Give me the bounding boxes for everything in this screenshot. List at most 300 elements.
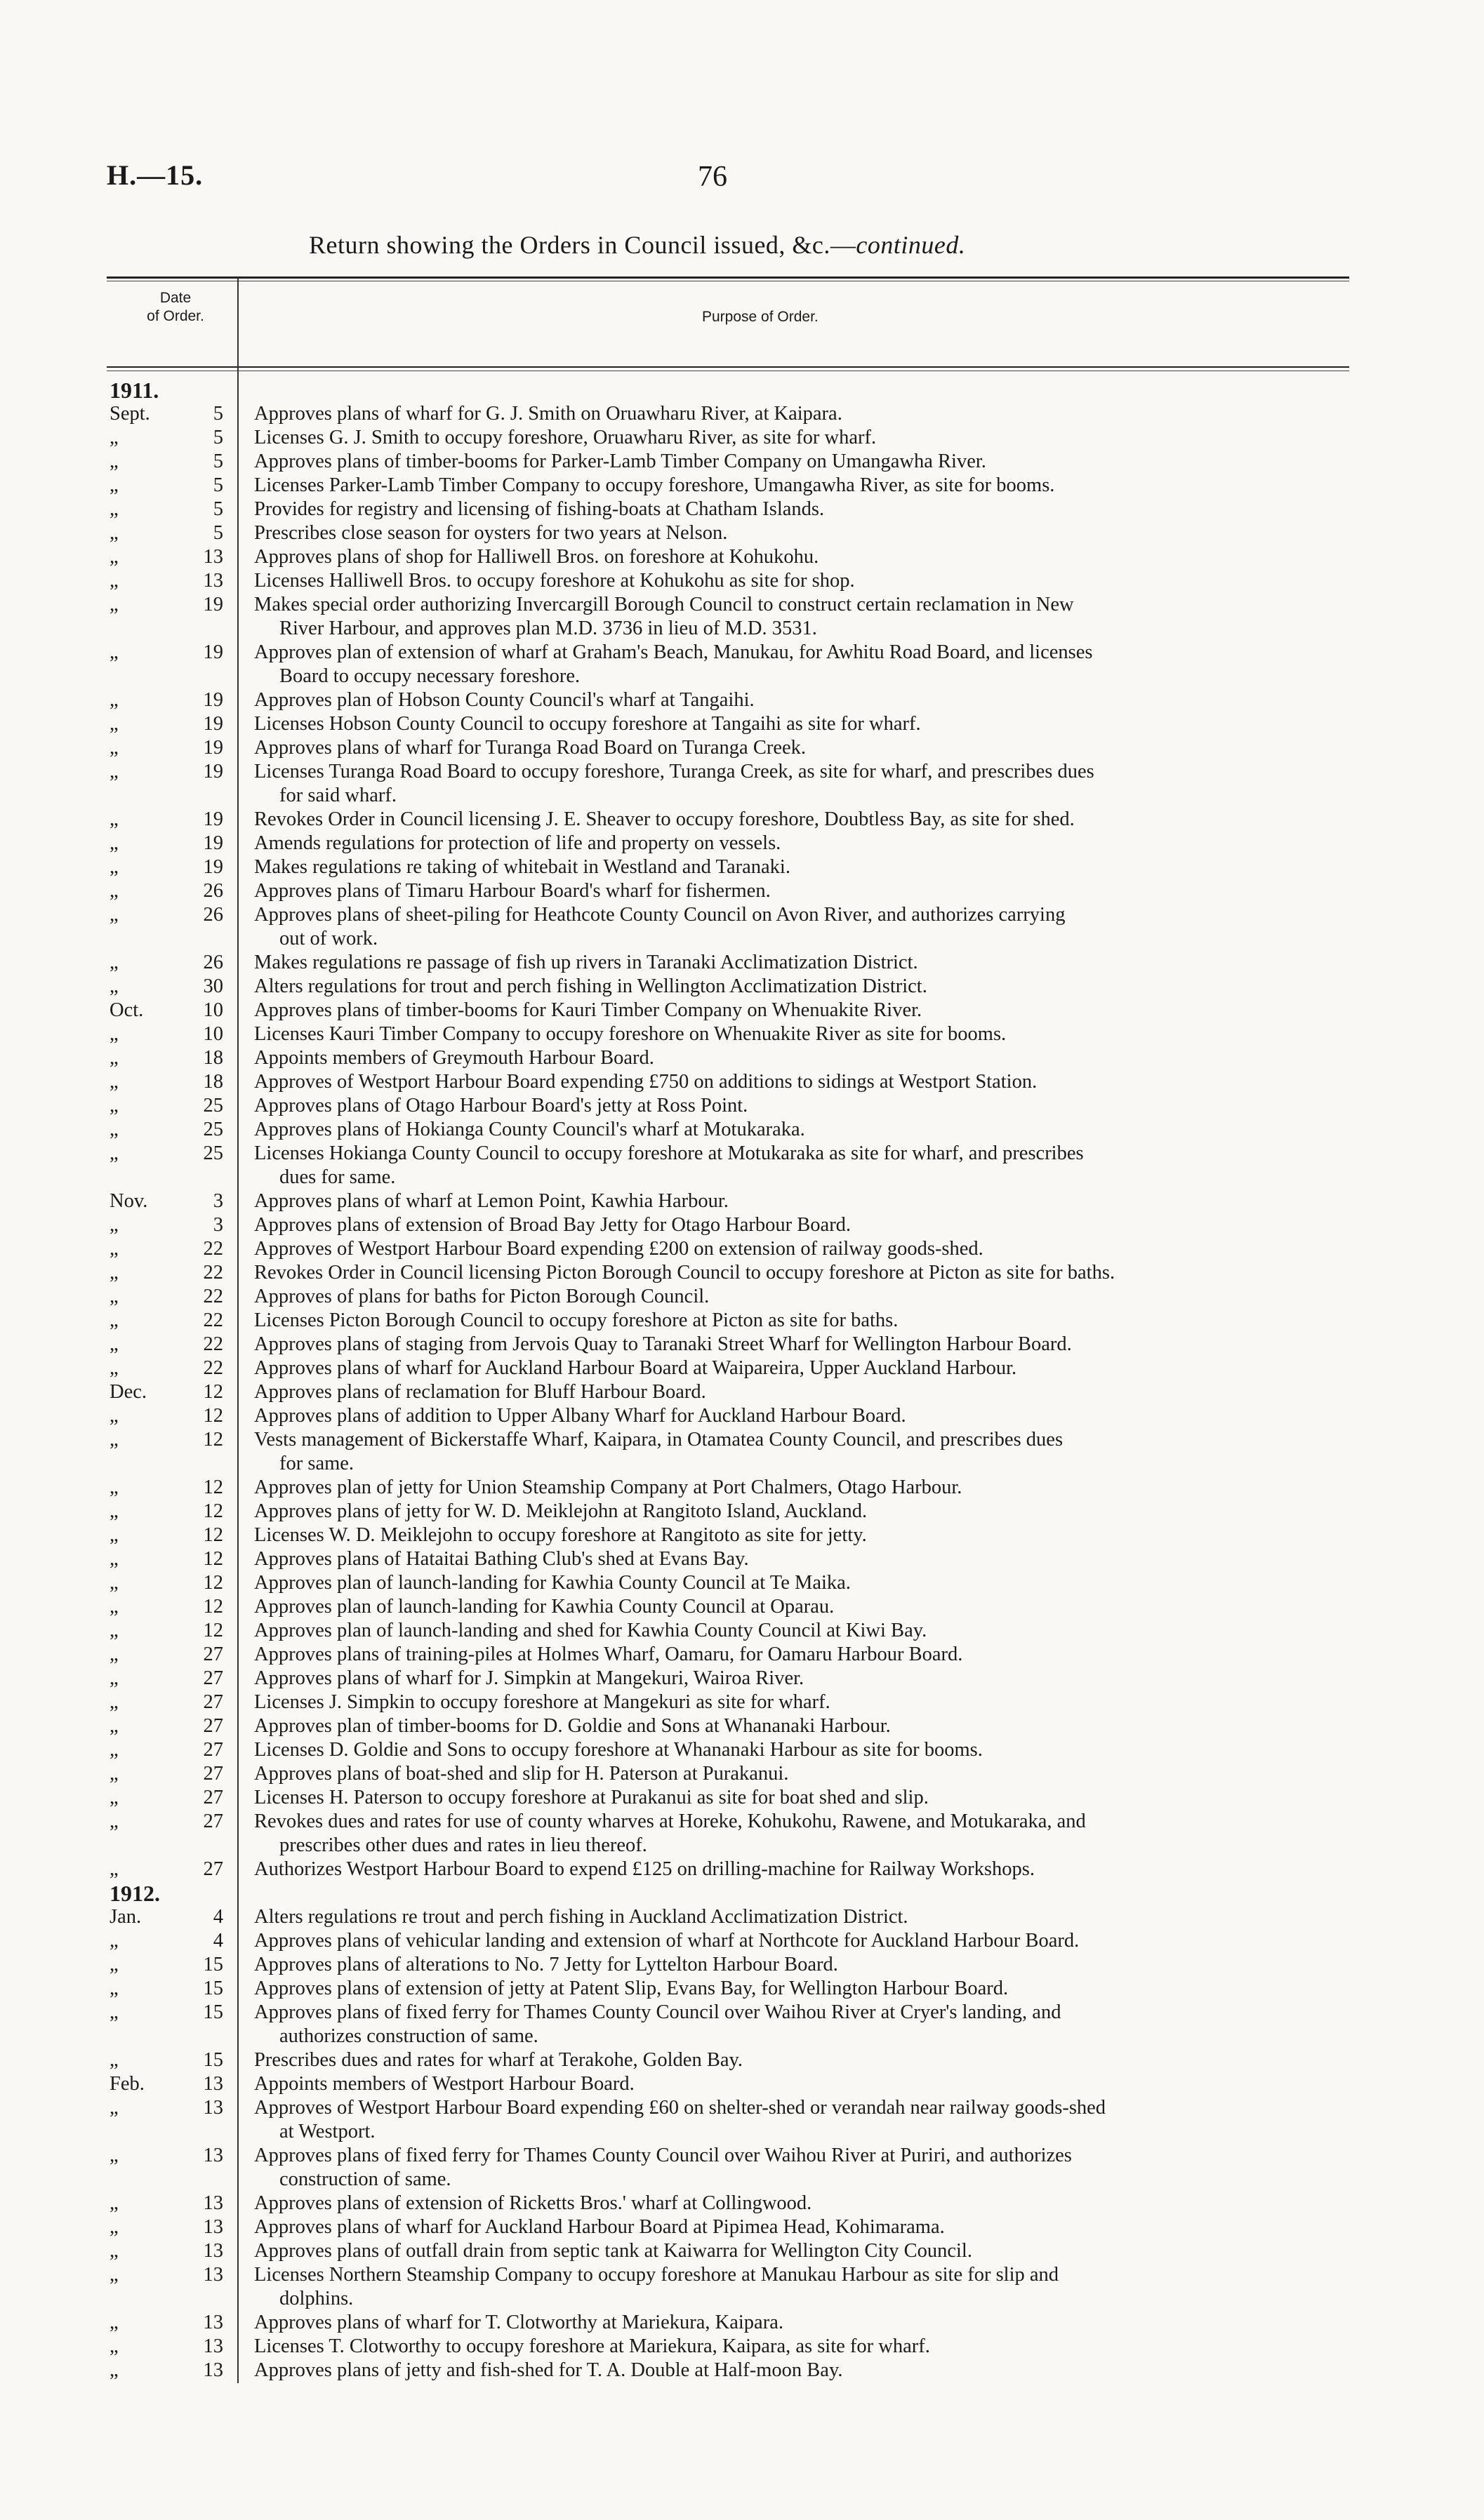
day-cell: 15: [203, 2001, 223, 2023]
day-cell: [150, 617, 223, 641]
day-cell: 27: [203, 1667, 223, 1689]
day-cell: [150, 378, 223, 402]
purpose-cell: Approves plans of timber-booms for Parker-Lamb Timber Company on Umangawha River.: [254, 451, 986, 472]
month-cell: „: [110, 1476, 119, 1498]
table-row: [0, 2001, 1484, 2025]
table-row: [0, 1929, 1484, 1953]
month-cell: „: [110, 1262, 119, 1284]
month-cell: „: [110, 1858, 119, 1880]
purpose-cell: prescribes other dues and rates in lieu thereof.: [279, 1834, 647, 1856]
table-row: [0, 2359, 1484, 2382]
table-row: [0, 1261, 1484, 1285]
table-row: [0, 2072, 1484, 2096]
month-cell: „: [110, 856, 119, 878]
purpose-cell: Revokes Order in Council licensing Picton Borough Council to occupy foreshore at Picton as site for baths.: [254, 1262, 1115, 1284]
purpose-cell: Licenses T. Clotworthy to occupy foreshore at Mariekura, Kaipara, as site for wharf.: [254, 2335, 930, 2357]
table-row-continuation: [0, 2287, 1484, 2311]
table-row-continuation: [0, 1166, 1484, 1189]
purpose-cell: Approves plans of wharf for G. J. Smith on Oruawharu River, at Kaipara.: [254, 403, 842, 425]
purpose-cell: Makes special order authorizing Invercargill Borough Council to construct certain reclamation in New: [254, 594, 1074, 615]
purpose-cell: Authorizes Westport Harbour Board to expend £125 on drilling-machine for Railway Workshops.: [254, 1858, 1035, 1880]
day-cell: 12: [203, 1429, 223, 1451]
day-cell: 12: [203, 1524, 223, 1546]
month-cell: „: [110, 1214, 119, 1236]
table-row: [0, 1786, 1484, 1810]
month-cell: „: [110, 1930, 119, 1952]
day-cell: 19: [203, 808, 223, 830]
month-cell: „: [110, 1644, 119, 1665]
month-cell: „: [110, 1429, 119, 1451]
table-row: [0, 1380, 1484, 1404]
table-row-continuation: [0, 1834, 1484, 1858]
table-row: [0, 1022, 1484, 1046]
month-cell: „: [110, 1811, 119, 1832]
month-cell: „: [110, 1739, 119, 1761]
table-row: [0, 1213, 1484, 1237]
table-row: [0, 1619, 1484, 1643]
month-cell: „: [110, 1548, 119, 1570]
table-row: [0, 1500, 1484, 1524]
purpose-cell: Approves plans of wharf for Auckland Harbour Board at Waipareira, Upper Auckland Harbour.: [254, 1357, 1017, 1379]
purpose-cell: Prescribes close season for oysters for two years at Nelson.: [254, 522, 728, 544]
day-cell: 19: [203, 689, 223, 711]
month-cell: „: [110, 713, 119, 735]
purpose-cell: Approves plans of extension of Broad Bay Jetty for Otago Harbour Board.: [254, 1214, 852, 1236]
purpose-cell: Appoints members of Greymouth Harbour Board.: [254, 1047, 654, 1069]
table-row-continuation: [0, 784, 1484, 808]
month-cell: „: [110, 737, 119, 759]
day-cell: [150, 927, 223, 951]
purpose-cell: dues for same.: [279, 1166, 396, 1188]
day-cell: 19: [203, 856, 223, 878]
day-cell: 19: [203, 832, 223, 854]
column-header-date: [119, 289, 232, 326]
purpose-cell: Approves plans of Hataitai Bathing Club's shed at Evans Bay.: [254, 1548, 749, 1570]
day-cell: 12: [203, 1405, 223, 1427]
purpose-cell: Approves plans of reclamation for Bluff Harbour Board.: [254, 1381, 706, 1403]
purpose-cell: Approves plans of staging from Jervois Quay to Taranaki Street Wharf for Wellington Harbour Board.: [254, 1333, 1072, 1355]
day-cell: 13: [203, 2359, 223, 2381]
day-cell: 22: [203, 1309, 223, 1331]
purpose-cell: Approves plans of boat-shed and slip for H. Paterson at Purakanui.: [254, 1763, 789, 1785]
table-row: [0, 1691, 1484, 1714]
table-row-continuation: [0, 2025, 1484, 2048]
day-cell: 13: [203, 2145, 223, 2166]
purpose-cell: Approves plans of wharf for J. Simpkin at Mangekuri, Wairoa River.: [254, 1667, 804, 1689]
purpose-cell: Prescribes dues and rates for wharf at Terakohe, Golden Bay.: [254, 2049, 743, 2071]
day-cell: 27: [203, 1858, 223, 1880]
month-cell: „: [110, 832, 119, 854]
day-cell: 26: [203, 952, 223, 973]
table-row: [0, 2192, 1484, 2215]
table-row: [0, 1428, 1484, 1452]
month-cell: „: [110, 1691, 119, 1713]
month-cell: „: [110, 522, 119, 544]
purpose-cell: Approves plans of fixed ferry for Thames County Council over Waihou River at Puriri, and authorizes: [254, 2145, 1072, 2166]
purpose-cell: for same.: [279, 1453, 355, 1474]
month-cell: „: [110, 2192, 119, 2214]
day-cell: 13: [203, 2312, 223, 2333]
table-row: [0, 975, 1484, 999]
page-reference: H.—15.: [107, 159, 204, 191]
purpose-cell: Approves plans of fixed ferry for Thames County Council over Waihou River at Cryer's landing, and: [254, 2001, 1061, 2023]
day-cell: 10: [203, 1023, 223, 1045]
month-cell: [0, 1166, 150, 1189]
day-cell: 18: [203, 1071, 223, 1093]
table-row: [0, 1714, 1484, 1738]
table-row: [0, 688, 1484, 712]
month-cell: „: [110, 808, 119, 830]
purpose-cell: Approves plans of extension of jetty at Patent Slip, Evans Bay, for Wellington Harbour Board.: [254, 1978, 1009, 1999]
month-cell: „: [110, 1524, 119, 1546]
month-cell: [0, 1834, 150, 1858]
day-cell: 27: [203, 1715, 223, 1737]
month-cell: „: [110, 1715, 119, 1737]
day-cell: 27: [203, 1787, 223, 1808]
day-cell: 25: [203, 1095, 223, 1116]
table-row: [0, 1118, 1484, 1142]
day-cell: [150, 2287, 223, 2311]
table-row: [0, 2215, 1484, 2239]
table-row: [0, 951, 1484, 975]
month-cell: „: [110, 546, 119, 568]
month-cell: „: [110, 2049, 119, 2071]
table-row: [0, 521, 1484, 545]
purpose-cell: Approves plans of outfall drain from septic tank at Kaiwarra for Wellington City Council.: [254, 2240, 972, 2262]
month-cell: Sept.: [110, 403, 150, 425]
table-row: [0, 2144, 1484, 2168]
table-row: [0, 1547, 1484, 1571]
purpose-cell: Approves plan of Hobson County Council's wharf at Tangaihi.: [254, 689, 755, 711]
day-cell: 13: [203, 2240, 223, 2262]
month-cell: „: [110, 1357, 119, 1379]
table-row: [0, 808, 1484, 832]
purpose-cell: Licenses W. D. Meiklejohn to occupy foreshore at Rangitoto as site for jetty.: [254, 1524, 867, 1546]
purpose-cell: Makes regulations re passage of fish up rivers in Taranaki Acclimatization District.: [254, 952, 918, 973]
header-bottom-rule: [107, 366, 1349, 368]
day-cell: 19: [203, 713, 223, 735]
day-cell: 13: [203, 570, 223, 592]
day-cell: [150, 2168, 223, 2192]
day-cell: 13: [203, 2192, 223, 2214]
month-cell: „: [110, 1667, 119, 1689]
month-cell: „: [110, 975, 119, 997]
month-cell: „: [110, 2001, 119, 2023]
day-cell: 15: [203, 1954, 223, 1975]
purpose-cell: Approves plans of vehicular landing and extension of wharf at Northcote for Auckland Harbour Board.: [254, 1930, 1080, 1952]
purpose-cell: Approves plans of wharf for T. Clotworthy at Mariekura, Kaipara.: [254, 2312, 783, 2333]
day-cell: 18: [203, 1047, 223, 1069]
table-row-continuation: [0, 665, 1484, 688]
purpose-cell: dolphins.: [279, 2288, 354, 2309]
day-cell: 4: [213, 1906, 223, 1928]
month-cell: „: [110, 1023, 119, 1045]
purpose-cell: for said wharf.: [279, 785, 397, 806]
month-cell: „: [110, 498, 119, 520]
day-cell: [150, 1834, 223, 1858]
table-row: [0, 760, 1484, 784]
purpose-cell: Approves plans of Hokianga County Council's wharf at Motukaraka.: [254, 1119, 805, 1140]
table-row: [0, 426, 1484, 450]
month-cell: „: [110, 1954, 119, 1975]
purpose-cell: Licenses G. J. Smith to occupy foreshore, Oruawharu River, as site for wharf.: [254, 427, 877, 448]
table-row: [0, 1094, 1484, 1118]
purpose-cell: Approves plans of timber-booms for Kauri Timber Company on Whenuakite River.: [254, 999, 922, 1021]
purpose-cell: [254, 1881, 1349, 1905]
month-cell: „: [110, 1047, 119, 1069]
table-row: [0, 545, 1484, 569]
day-cell: [150, 784, 223, 808]
month-cell: „: [110, 2335, 119, 2357]
table-row: [0, 2048, 1484, 2072]
day-cell: 12: [203, 1596, 223, 1618]
table-row: [0, 879, 1484, 903]
purpose-cell: Approves plans of wharf at Lemon Point, Kawhia Harbour.: [254, 1190, 729, 1212]
month-cell: „: [110, 1763, 119, 1785]
purpose-cell: Approves of Westport Harbour Board expending £750 on additions to sidings at Westport Station.: [254, 1071, 1038, 1093]
table-row: [0, 1738, 1484, 1762]
table-row: [0, 999, 1484, 1022]
month-cell: „: [110, 880, 119, 902]
month-cell: „: [110, 1142, 119, 1164]
purpose-cell: Approves plans of Timaru Harbour Board's wharf for fishermen.: [254, 880, 771, 902]
month-cell: Nov.: [110, 1190, 148, 1212]
table-row-continuation: [0, 1452, 1484, 1476]
purpose-cell: out of work.: [279, 928, 378, 949]
day-cell: 27: [203, 1811, 223, 1832]
day-cell: 22: [203, 1333, 223, 1355]
month-cell: „: [110, 689, 119, 711]
table-row: [0, 855, 1484, 879]
year-row: [0, 378, 1484, 402]
table-row: [0, 498, 1484, 521]
month-cell: „: [110, 2240, 119, 2262]
purpose-cell: Licenses J. Simpkin to occupy foreshore at Mangekuri as site for wharf.: [254, 1691, 830, 1713]
purpose-cell: Alters regulations for trout and perch fishing in Wellington Acclimatization District.: [254, 975, 927, 997]
month-cell: [0, 617, 150, 641]
day-cell: 13: [203, 2264, 223, 2286]
table-row: [0, 1285, 1484, 1309]
day-cell: 25: [203, 1142, 223, 1164]
day-cell: 12: [203, 1476, 223, 1498]
month-cell: [0, 2025, 150, 2048]
purpose-cell: Approves plans of jetty for W. D. Meiklejohn at Rangitoto Island, Auckland.: [254, 1500, 868, 1522]
day-cell: [150, 1881, 223, 1905]
day-cell: 5: [213, 403, 223, 425]
month-cell: „: [110, 2312, 119, 2333]
month-cell: „: [110, 2216, 119, 2238]
day-cell: 30: [203, 975, 223, 997]
month-cell: [0, 927, 150, 951]
day-cell: 26: [203, 880, 223, 902]
purpose-cell: Approves plan of launch-landing for Kawhia County Council at Te Maika.: [254, 1572, 851, 1594]
table-row: [0, 903, 1484, 927]
purpose-cell: Licenses Hobson County Council to occupy foreshore at Tangaihi as site for wharf.: [254, 713, 921, 735]
table-row: [0, 1237, 1484, 1261]
day-cell: 22: [203, 1286, 223, 1307]
day-cell: 15: [203, 1978, 223, 1999]
purpose-cell: Licenses Picton Borough Council to occupy foreshore at Picton as site for baths.: [254, 1309, 899, 1331]
table-row: [0, 1858, 1484, 1881]
month-cell: „: [110, 1119, 119, 1140]
purpose-cell: at Westport.: [279, 2121, 376, 2142]
year-label: 1911.: [110, 378, 159, 403]
table-row: [0, 1571, 1484, 1595]
purpose-cell: Approves plans of training-piles at Holmes Wharf, Oamaru, for Oamaru Harbour Board.: [254, 1644, 963, 1665]
day-cell: 5: [213, 451, 223, 472]
table-row: [0, 593, 1484, 617]
page-title: [309, 230, 965, 260]
purpose-cell: Approves plan of launch-landing for Kawhia County Council at Oparau.: [254, 1596, 835, 1618]
purpose-cell: Approves plans of Otago Harbour Board's jetty at Ross Point.: [254, 1095, 748, 1116]
month-cell: „: [110, 474, 119, 496]
table-row: [0, 1309, 1484, 1333]
day-cell: 19: [203, 737, 223, 759]
purpose-cell: Revokes dues and rates for use of county wharves at Horeke, Kohukohu, Rawene, and Motukaraka, and: [254, 1811, 1086, 1832]
day-cell: [150, 2120, 223, 2144]
purpose-cell: Approves of Westport Harbour Board expending £60 on shelter-shed or verandah near railway goods-shed: [254, 2097, 1106, 2119]
title-main: Return showing the Orders in Council issued, &c.—: [309, 231, 856, 259]
page-number: 76: [698, 161, 727, 193]
purpose-cell: Approves plans of shop for Halliwell Bros. on foreshore at Kohukohu.: [254, 546, 819, 568]
month-cell: „: [110, 594, 119, 615]
month-cell: „: [110, 641, 119, 663]
purpose-cell: Approves of Westport Harbour Board expending £200 on extension of railway goods-shed.: [254, 1238, 983, 1260]
purpose-cell: Licenses D. Goldie and Sons to occupy foreshore at Whananaki Harbour as site for booms.: [254, 1739, 983, 1761]
purpose-cell: Approves of plans for baths for Picton Borough Council.: [254, 1286, 710, 1307]
purpose-cell: Approves plan of jetty for Union Steamship Company at Port Chalmers, Otago Harbour.: [254, 1476, 962, 1498]
month-cell: „: [110, 1405, 119, 1427]
table-row: [0, 2311, 1484, 2335]
header-top-rule: [107, 276, 1349, 279]
day-cell: 27: [203, 1644, 223, 1665]
table-row: [0, 1046, 1484, 1070]
purpose-cell: Approves plan of extension of wharf at Graham's Beach, Manukau, for Awhitu Road Board, and licenses: [254, 641, 1093, 663]
table-row: [0, 1524, 1484, 1547]
month-cell: [0, 2168, 150, 2192]
table-row-continuation: [0, 927, 1484, 951]
day-cell: [150, 665, 223, 688]
table-row: [0, 1595, 1484, 1619]
purpose-cell: Licenses Kauri Timber Company to occupy foreshore on Whenuakite River as site for booms.: [254, 1023, 1007, 1045]
purpose-cell: Approves plans of alterations to No. 7 Jetty for Lyttelton Harbour Board.: [254, 1954, 838, 1975]
day-cell: 22: [203, 1238, 223, 1260]
month-cell: „: [110, 1333, 119, 1355]
table-row: [0, 1404, 1484, 1428]
table-row: [0, 641, 1484, 665]
purpose-cell: Makes regulations re taking of whitebait in Westland and Taranaki.: [254, 856, 790, 878]
table-row: [0, 1953, 1484, 1977]
day-cell: 5: [213, 522, 223, 544]
month-cell: „: [110, 1787, 119, 1808]
day-cell: [150, 2025, 223, 2048]
month-cell: Oct.: [110, 999, 144, 1021]
table-row: [0, 2263, 1484, 2287]
purpose-cell: [254, 378, 1349, 402]
purpose-cell: authorizes construction of same.: [279, 2025, 538, 2047]
month-cell: „: [110, 570, 119, 592]
month-cell: „: [110, 2145, 119, 2166]
day-cell: 3: [213, 1190, 223, 1212]
day-cell: 13: [203, 2216, 223, 2238]
purpose-cell: Approves plans of wharf for Turanga Road Board on Turanga Creek.: [254, 737, 807, 759]
day-cell: 13: [203, 546, 223, 568]
day-cell: 22: [203, 1357, 223, 1379]
purpose-cell: River Harbour, and approves plan M.D. 3736 in lieu of M.D. 3531.: [279, 618, 817, 639]
day-cell: 27: [203, 1739, 223, 1761]
purpose-cell: Vests management of Bickerstaffe Wharf, Kaipara, in Otamatea County Council, and prescribes dues: [254, 1429, 1064, 1451]
table-row: [0, 1977, 1484, 2001]
month-cell: „: [110, 1978, 119, 1999]
month-cell: „: [110, 904, 119, 926]
table-row: [0, 569, 1484, 593]
purpose-cell: Approves plans of extension of Ricketts Bros.' wharf at Collingwood.: [254, 2192, 812, 2214]
table-row: [0, 1070, 1484, 1094]
purpose-cell: Approves plans of sheet-piling for Heathcote County Council on Avon River, and authorizes carrying: [254, 904, 1066, 926]
orders-table: [0, 378, 1484, 2382]
purpose-cell: Licenses Turanga Road Board to occupy foreshore, Turanga Creek, as site for wharf, and prescribes dues: [254, 761, 1094, 782]
day-cell: 19: [203, 641, 223, 663]
purpose-cell: Alters regulations re trout and perch fishing in Auckland Acclimatization District.: [254, 1906, 908, 1928]
day-cell: 19: [203, 761, 223, 782]
day-cell: 5: [213, 498, 223, 520]
month-cell: „: [110, 1238, 119, 1260]
table-row: [0, 2096, 1484, 2120]
month-cell: „: [110, 427, 119, 448]
month-cell: [0, 2287, 150, 2311]
month-cell: „: [110, 1572, 119, 1594]
month-cell: „: [110, 1309, 119, 1331]
table-row-continuation: [0, 2120, 1484, 2144]
table-row: [0, 2335, 1484, 2359]
month-cell: „: [110, 1095, 119, 1116]
column-header-date-line1: Date: [159, 290, 192, 306]
month-cell: Feb.: [110, 2073, 145, 2095]
table-row: [0, 712, 1484, 736]
month-cell: [0, 665, 150, 688]
table-row: [0, 1142, 1484, 1166]
table-row: [0, 1762, 1484, 1786]
purpose-cell: Licenses Halliwell Bros. to occupy foreshore at Kohukohu as site for shop.: [254, 570, 855, 592]
purpose-cell: Approves plans of addition to Upper Albany Wharf for Auckland Harbour Board.: [254, 1405, 906, 1427]
year-label: 1912.: [110, 1881, 160, 1906]
column-header-date-line2: of Order.: [147, 308, 204, 324]
day-cell: 27: [203, 1763, 223, 1785]
month-cell: „: [110, 2359, 119, 2381]
month-cell: [0, 2120, 150, 2144]
column-header-purpose: Purpose of Order.: [702, 309, 819, 325]
day-cell: 5: [213, 474, 223, 496]
month-cell: „: [110, 1286, 119, 1307]
day-cell: 12: [203, 1548, 223, 1570]
month-cell: Jan.: [110, 1906, 142, 1928]
table-row: [0, 1189, 1484, 1213]
table-row: [0, 1905, 1484, 1929]
day-cell: 3: [213, 1214, 223, 1236]
table-row: [0, 1810, 1484, 1834]
day-cell: 22: [203, 1262, 223, 1284]
table-row: [0, 450, 1484, 474]
purpose-cell: Revokes Order in Council licensing J. E. Sheaver to occupy foreshore, Doubtless Bay, as site for shed.: [254, 808, 1075, 830]
day-cell: 27: [203, 1691, 223, 1713]
purpose-cell: Approves plan of launch-landing and shed for Kawhia County Council at Kiwi Bay.: [254, 1620, 927, 1641]
purpose-cell: Board to occupy necessary foreshore.: [279, 665, 581, 687]
month-cell: „: [110, 451, 119, 472]
day-cell: 12: [203, 1620, 223, 1641]
purpose-cell: Licenses Northern Steamship Company to occupy foreshore at Manukau Harbour as site for slip and: [254, 2264, 1059, 2286]
month-cell: „: [110, 2264, 119, 2286]
table-row-continuation: [0, 617, 1484, 641]
